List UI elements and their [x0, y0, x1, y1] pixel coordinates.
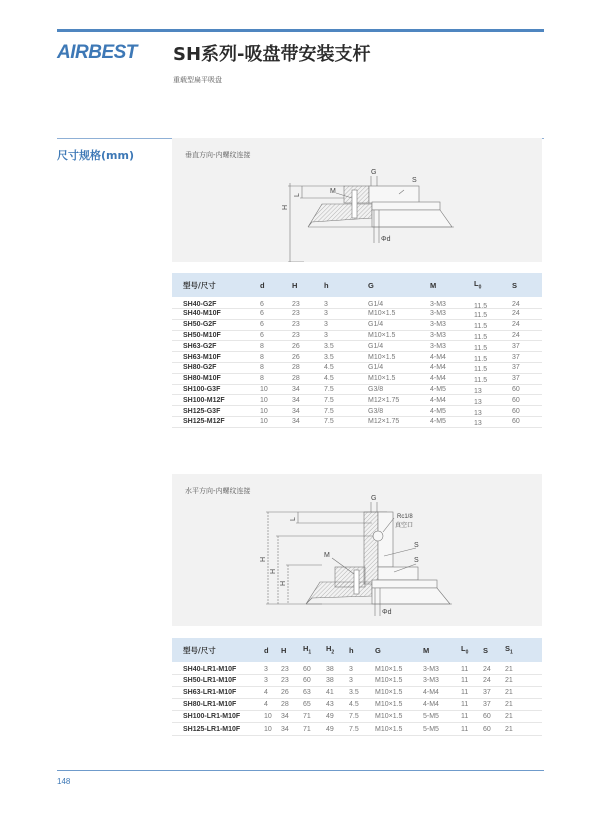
col-header-d: d: [256, 273, 288, 297]
table-row: SH80-G2F 8 28 4.5 G1/4 4-M4 11.5 37: [172, 362, 542, 373]
col-header-s1: $S_1$: [501, 638, 542, 662]
col-header-m: M: [419, 638, 457, 662]
spec-table-vertical: [172, 273, 542, 428]
table-row: SH40-LR1-M10F 3 23 60 38 3 M10×1.5 3-M3 11 24 21: [172, 662, 542, 674]
label-g: G: [371, 495, 377, 502]
table-row: SH40-M10F 6 23 3 M10×1.5 3-M3 11.5 24: [172, 309, 542, 320]
table-row: SH125-G3F 10 34 7.5 G3/8 4-M5 13 60: [172, 406, 542, 417]
vertical-mount-drawing: [172, 138, 542, 262]
label-h2: H: [270, 568, 277, 574]
brand-logo: AIRBEST: [57, 42, 137, 63]
table-row: SH125-LR1-M10F 10 34 71 49 7.5 M10×1.5 5-M5 11 60 21: [172, 723, 542, 735]
col-header-model: 型号/尺寸: [172, 638, 260, 662]
col-header-l0: $L_0$: [470, 273, 508, 297]
table-row: SH100-M12F 10 34 7.5 M12×1.75 4-M4 13 60: [172, 395, 542, 406]
diagram-horizontal: [172, 474, 542, 626]
col-header-l0: $L_0$: [457, 638, 479, 662]
label-h1: H: [260, 556, 267, 562]
label-h: H: [282, 204, 289, 210]
page-title: SH系列-吸盘带安装支杆: [173, 44, 371, 65]
col-header-h2: $H_2$: [322, 638, 345, 662]
label-h: H: [280, 580, 287, 586]
table-row: SH50-M10F 6 23 3 M10×1.5 3-M3 11.5 24: [172, 330, 542, 341]
col-header-d: d: [260, 638, 277, 662]
col-header-g: G: [364, 273, 426, 297]
diagram-caption: 垂直方向-内螺纹连接: [185, 151, 251, 159]
label-d: Φd: [381, 236, 391, 243]
table-row: SH50-G2F 6 23 3 G1/4 3-M3 11.5 24: [172, 319, 542, 330]
table-row: SH80-LR1-M10F 4 28 65 43 4.5 M10×1.5 4-M4 11 37 21: [172, 699, 542, 711]
label-port: Rc1/8: [397, 514, 413, 520]
label-d: Φd: [382, 609, 392, 616]
table-row: SH80-M10F 8 28 4.5 M10×1.5 4-M4 11.5 37: [172, 373, 542, 384]
label-m: M: [330, 188, 336, 195]
label-g: G: [371, 169, 377, 176]
table-header-row: [172, 638, 542, 662]
col-header-h-upper: H: [288, 273, 320, 297]
section-title: 尺寸规格(mm): [57, 149, 134, 162]
label-m: M: [324, 552, 330, 559]
diagram-vertical: [172, 138, 542, 262]
page-subtitle: 重载型扁平吸盘: [173, 76, 222, 84]
diagram-caption: 水平方向-内螺纹连接: [185, 487, 251, 495]
table-row: SH63-G2F 8 26 3.5 G1/4 3-M3 11.5 37: [172, 341, 542, 352]
label-s1: S: [414, 542, 419, 549]
table-row: SH63-LR1-M10F 4 26 63 41 3.5 M10×1.5 4-M4 11 37 21: [172, 686, 542, 698]
col-header-h1: $H_1$: [299, 638, 322, 662]
col-header-h-upper: H: [277, 638, 299, 662]
label-s: S: [412, 177, 417, 184]
table-row: SH40-G2F 6 23 3 G1/4 3-M3 11.5 24: [172, 297, 542, 309]
table-row: SH100-LR1-M10F 10 34 71 49 7.5 M10×1.5 5-M5 11 60 21: [172, 711, 542, 723]
col-header-m: M: [426, 273, 470, 297]
label-l0: L: [290, 517, 297, 521]
col-header-h: h: [345, 638, 371, 662]
top-rule: [57, 29, 544, 32]
col-header-h: h: [320, 273, 364, 297]
horizontal-mount-drawing: [172, 474, 542, 626]
table-row: SH125-M12F 10 34 7.5 M12×1.75 4-M5 13 60: [172, 416, 542, 427]
label-vacuum-port: 真空口: [395, 522, 414, 529]
label-l0: L: [294, 193, 301, 197]
col-header-s: S: [479, 638, 501, 662]
spec-table-horizontal: [172, 638, 542, 736]
col-header-s: S: [508, 273, 542, 297]
table-header-row: [172, 273, 542, 297]
label-s: S: [414, 557, 419, 564]
footer-rule: [57, 770, 544, 771]
table-row: SH63-M10F 8 26 3.5 M10×1.5 4-M4 11.5 37: [172, 352, 542, 363]
col-header-g: G: [371, 638, 419, 662]
table-row: SH100-G3F 10 34 7.5 G3/8 4-M5 13 60: [172, 384, 542, 395]
table-row: SH50-LR1-M10F 3 23 60 38 3 M10×1.5 3-M3 11 24 21: [172, 674, 542, 686]
col-header-model: 型号/尺寸: [172, 273, 256, 297]
page-number: 148: [57, 777, 71, 786]
